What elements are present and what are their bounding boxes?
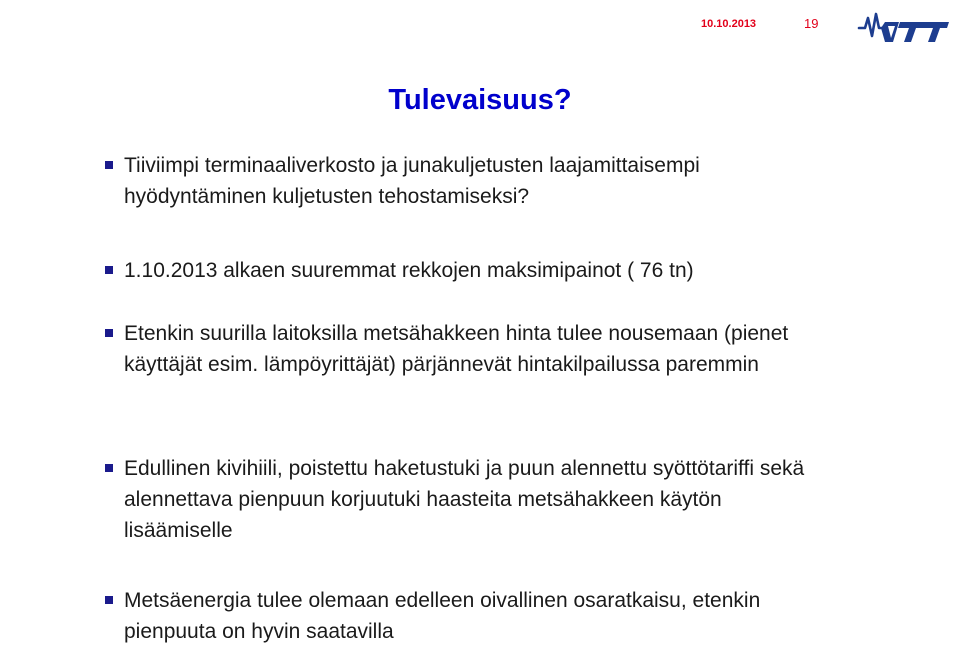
bullet-item xyxy=(105,150,835,212)
bullet-item xyxy=(105,318,835,380)
slide-date: 10.10.2013 xyxy=(701,18,757,30)
square-bullet-icon xyxy=(105,329,113,337)
square-bullet-icon xyxy=(105,266,113,274)
vtt-logo xyxy=(855,8,950,46)
square-bullet-icon xyxy=(105,464,113,472)
bullet-text: Metsäenergia tulee olemaan edelleen oivallinen osaratkaisu, etenkin pienpuuta on hyvin saatavilla xyxy=(124,589,761,643)
page-number: 19 xyxy=(804,16,819,31)
bullet-text: Etenkin suurilla laitoksilla metsähakkeen hinta tulee nousemaan (pienet käyttäjät esim. lämpöyrittäjät) pärjännevät hintakilpailussa paremmin xyxy=(124,322,789,376)
slide-header xyxy=(0,0,960,60)
bullet-text: Edullinen kivihiili, poistettu haketustuki ja puun alennettu syöttötariffi sekä alennettava pienpuun korjuutuki haasteita metsähakkeen käytön lisäämiselle xyxy=(124,457,805,542)
bullet-item xyxy=(105,255,835,286)
bullet-text: Tiiviimpi terminaaliverkosto ja junakuljetusten laajamittaisempi hyödyntäminen kuljetusten tehostamiseksi? xyxy=(124,154,700,208)
bullet-item xyxy=(105,453,835,546)
square-bullet-icon xyxy=(105,161,113,169)
slide-title: Tulevaisuus? xyxy=(388,84,572,116)
bullet-text: 1.10.2013 alkaen suuremmat rekkojen maksimipainot ( 76 tn) xyxy=(124,259,694,282)
square-bullet-icon xyxy=(105,596,113,604)
bullet-item xyxy=(105,585,835,647)
